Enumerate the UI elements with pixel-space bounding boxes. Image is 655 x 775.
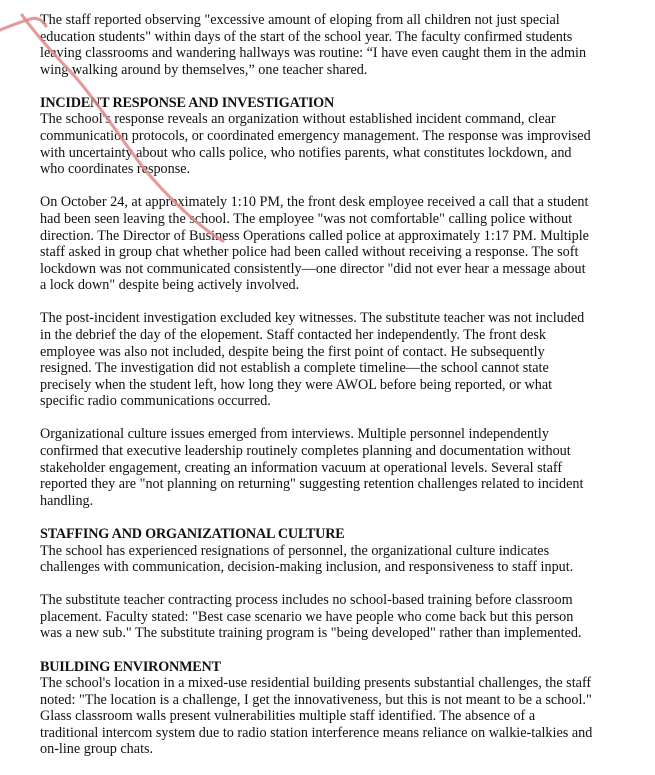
text-line: The substitute teacher contracting process includes no school-based training before classroom [40, 592, 573, 609]
text-line: Glass classroom walls present vulnerabilities multiple staff identified. The absence of a [40, 708, 536, 725]
text-line: traditional intercom system due to radio station interference means reliance on walkie-talkies and [40, 724, 593, 741]
text-line: specific radio communications occurred. [40, 393, 271, 410]
text-line: resigned. The investigation did not establish a complete timeline—the school cannot state [40, 360, 549, 377]
text-line: noted: "The location is a challenge, I get the innovativeness, but this is not meant to be a school." [40, 691, 592, 708]
text-line: communication protocols, or coordinated emergency management. The response was improvised [40, 128, 591, 145]
text-line: on-line group chats. [40, 741, 154, 758]
paragraph-resignations [40, 543, 610, 576]
text-line: On October 24, at approximately 1:10 PM, the front desk employee received a call that a student [40, 194, 589, 211]
text-line: employee was also not included, despite being the first point of contact. He subsequently [40, 343, 545, 360]
paragraph-building-location [40, 675, 610, 758]
paragraph-post-incident-investigation [40, 310, 610, 410]
paragraph-response-overview [40, 111, 610, 177]
text-line: was a new sub." The substitute training program is "being developed" rather than implemented. [40, 625, 582, 642]
text-line: placement. Faculty stated: "Best case scenario we have people who come back but this person [40, 608, 574, 625]
text-line: handling. [40, 492, 94, 509]
heading-building-environment: BUILDING ENVIRONMENT [40, 658, 221, 675]
text-line: The school has experienced resignations of personnel, the organizational culture indicates [40, 542, 550, 559]
heading-incident-response: INCIDENT RESPONSE AND INVESTIGATION [40, 94, 335, 111]
document-page [40, 12, 610, 775]
text-line: precisely when the student left, how long they were AWOL before being reported, or what [40, 376, 553, 393]
text-line: leaving classrooms and wandering hallways was routine: “I have even caught them in the admin [40, 45, 587, 62]
text-line: wing walking around by themselves,” one teacher shared. [40, 61, 368, 78]
text-line: in the debrief the day of the elopement. Staff contacted her independently. The front desk [40, 327, 546, 343]
text-line: direction. The Director of Business Operations called police at approximately 1:17 PM. Multiple [40, 227, 589, 244]
paragraph-october-24-timeline [40, 194, 610, 294]
paragraph-substitute-training [40, 592, 610, 642]
text-line: education students" within days of the start of the school year. The faculty confirmed students [40, 28, 573, 45]
text-line: confirmed that executive leadership routinely completes planning and documentation without [40, 443, 571, 460]
text-line: with uncertainty about who calls police, who notifies parents, what constitutes lockdown, and [40, 144, 572, 161]
text-line: who coordinates response. [40, 161, 191, 178]
heading-staffing-culture: STAFFING AND ORGANIZATIONAL CULTURE [40, 525, 345, 542]
text-line: had been seen leaving the school. The employee "was not comfortable" calling police without [40, 210, 573, 227]
text-line: The school's response reveals an organization without established incident command, clear [40, 111, 556, 128]
text-line: The school's location in a mixed-use residential building presents substantial challenges, the staff [40, 675, 592, 692]
text-line: reported they are "not planning on returning" suggesting retention challenges related to incident [40, 476, 584, 493]
text-line: staff asked in group chat whether police had been called without receiving a response. The soft [40, 244, 579, 261]
text-line: lockdown was not communicated consistently—one director "did not ever hear a message about [40, 260, 586, 277]
text-line: Organizational culture issues emerged from interviews. Multiple personnel independently [40, 426, 549, 443]
text-line: challenges with communication, decision-making inclusion, and responsiveness to staff input. [40, 559, 574, 576]
paragraph-organizational-culture [40, 426, 610, 509]
text-line: The post-incident investigation excluded key witnesses. The substitute teacher was not included [40, 310, 585, 327]
paragraph-eloping [40, 12, 610, 78]
text-line: a lock down" despite being actively involved. [40, 277, 300, 294]
text-line: stakeholder engagement, creating an information vacuum at operational levels. Several staff [40, 459, 563, 476]
text-line: The staff reported observing "excessive amount of eloping from all children not just special [40, 12, 560, 28]
